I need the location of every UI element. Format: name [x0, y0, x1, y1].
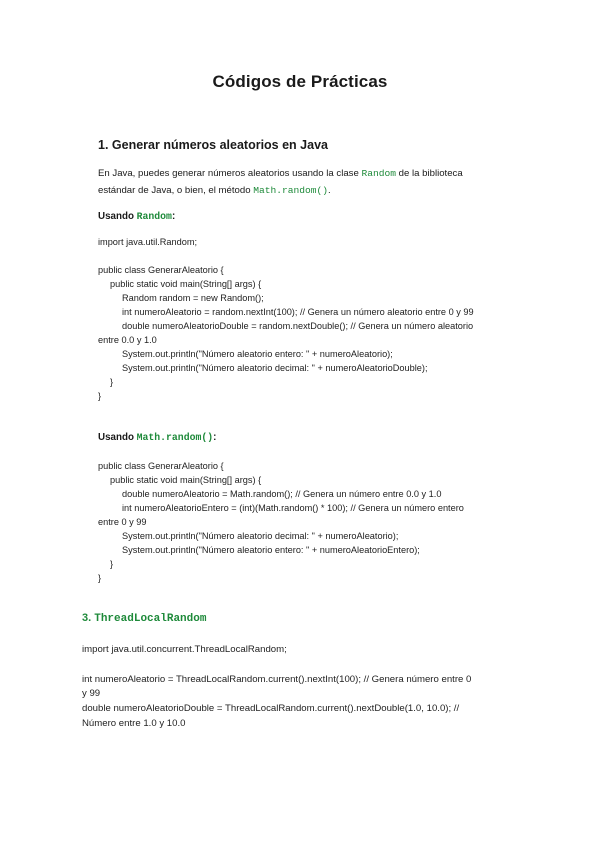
code-line: }: [110, 377, 114, 387]
section-3-heading-code: ThreadLocalRandom: [94, 613, 207, 625]
code-line: System.out.println("Número aleatorio entero: " + numeroAleatorioEntero);: [122, 545, 420, 555]
code-line: }: [110, 559, 114, 569]
code-line: public static void main(String[] args) {: [110, 475, 262, 485]
code-line: y 99: [82, 688, 101, 699]
code-line: int numeroAleatorio = ThreadLocalRandom.current().nextInt(100); // Genera número entre 0: [82, 674, 472, 685]
code-line: import java.util.concurrent.ThreadLocalRandom;: [82, 644, 287, 655]
code-line: System.out.println("Número aleatorio decimal: " + numeroAleatorioDouble);: [122, 363, 428, 373]
subheading-using-random: [98, 211, 175, 222]
subheading-suffix: :: [171, 211, 176, 222]
subheading-suffix: :: [213, 432, 217, 443]
subheading-prefix: Usando: [98, 211, 137, 222]
code-line: Random random = new Random();: [122, 293, 264, 303]
code-line: Número entre 1.0 y 10.0: [82, 718, 186, 729]
code-line: public class GenerarAleatorio {: [98, 265, 224, 275]
subheading-using-math-random: [98, 432, 216, 443]
code-line: double numeroAleatorioDouble = ThreadLocalRandom.current().nextDouble(1.0, 10.0); //: [82, 703, 460, 714]
code-line: }: [98, 391, 102, 401]
code-line: entre 0.0 y 1.0: [98, 335, 157, 345]
subheading-prefix: Usando: [98, 432, 137, 443]
code-line: public class GenerarAleatorio {: [98, 461, 224, 471]
code-line: int numeroAleatorio = random.nextInt(100); // Genera un número aleatorio entre 0 y 99: [122, 307, 474, 317]
intro-text-1: En Java, puedes generar números aleatorios usando la clase: [98, 168, 362, 179]
intro-text-2: de la biblioteca: [396, 168, 463, 179]
code-line: public static void main(String[] args) {: [110, 279, 262, 289]
intro-text-4: .: [328, 185, 331, 196]
code-line: System.out.println("Número aleatorio decimal: " + numeroAleatorio);: [122, 531, 399, 541]
code-line: import java.util.Random;: [98, 237, 198, 247]
code-line: }: [98, 573, 102, 583]
subheading-code-math-random: Math.random(): [136, 432, 214, 443]
code-line: System.out.println("Número aleatorio entero: " + numeroAleatorio);: [122, 349, 393, 359]
code-line: double numeroAleatorio = Math.random(); // Genera un número entre 0.0 y 1.0: [122, 489, 442, 499]
page-title: Códigos de Prácticas: [212, 72, 388, 91]
section-1-heading: 1. Generar números aleatorios en Java: [98, 138, 328, 152]
code-line: int numeroAleatorioEntero = (int)(Math.random() * 100); // Genera un número entero: [122, 503, 464, 513]
section-3-number: 3.: [82, 612, 95, 624]
subheading-code-random: Random: [136, 211, 172, 222]
section-1-intro: [98, 165, 528, 199]
code-line: double numeroAleatorioDouble = random.nextDouble(); // Genera un número aleatorio: [122, 321, 474, 331]
intro-code-math-random: Math.random(): [253, 185, 329, 196]
intro-code-random: Random: [361, 168, 397, 179]
code-line: entre 0 y 99: [98, 517, 147, 527]
section-3-heading: [82, 612, 206, 625]
intro-text-3: estándar de Java, o bien, el método: [98, 185, 254, 196]
